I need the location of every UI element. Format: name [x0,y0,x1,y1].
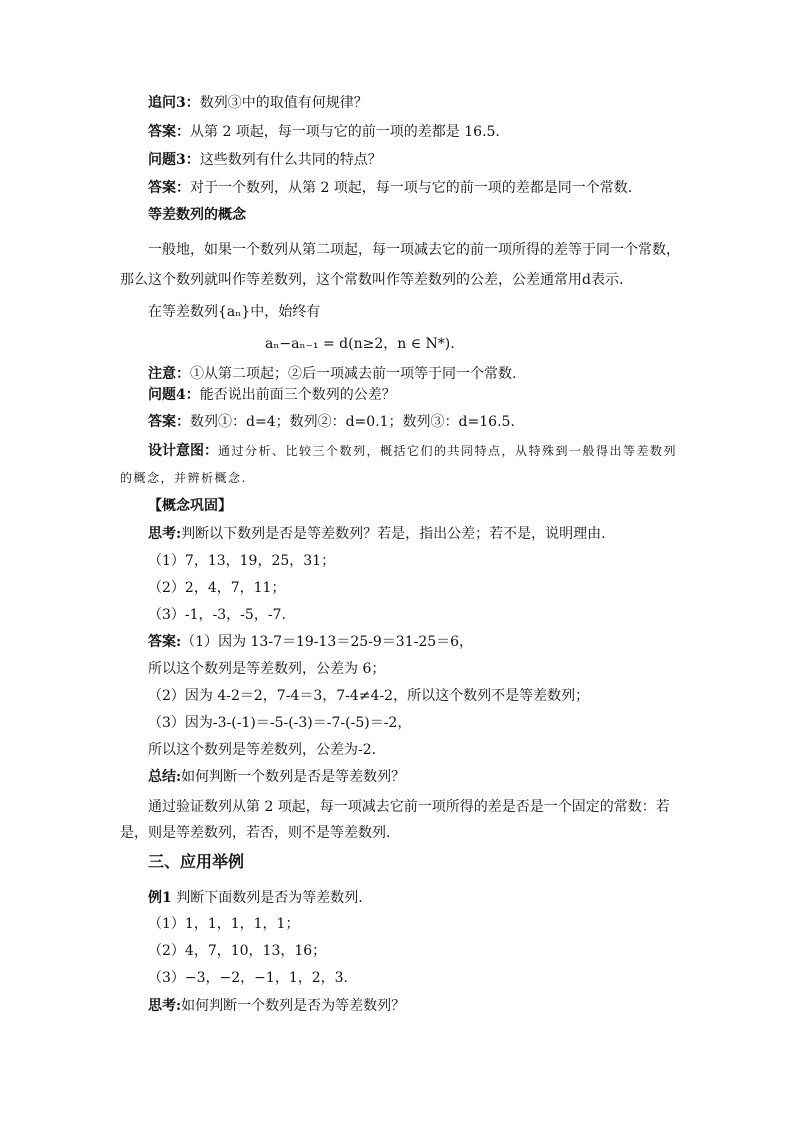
think-label: 思考: [148,526,182,542]
question-3-label: 问题3： [148,152,200,168]
answer-text: 对于一个数列，从第 2 项起，每一项与它的前一项的差都是同一个常数. [190,180,633,196]
answer-text: 数列①：d=4；数列②：d=0.1；数列③：d=16.5. [190,414,515,430]
example-1 [148,888,694,908]
answer-label: 答案： [148,124,190,140]
think-item-2: （2）2，4，7，11； [148,580,286,596]
question-4 [148,385,694,405]
design-text-1: 通过分析、比较三个数列，概括它们的共同特点，从特殊到一般得出等差数列 [218,444,678,458]
answer-line-1: 所以这个数列是等差数列，公差为 6； [148,661,386,677]
example-item-2: （2）4，7，10，13，16； [148,943,327,959]
question-4-text: 能否说出前面三个数列的公差？ [199,387,396,403]
answer-text: 从第 2 项起，每一项与它的前一项的差都是 16.5. [190,124,500,140]
question-3-text: 这些数列有什么共同的特点？ [199,152,382,168]
think-text: 判断以下数列是否是等差数列？若是，指出公差；若不是，说明理由. [181,526,606,542]
answer-line-3: （3）因为-3-(-1)＝-5-(-3)＝-7-(-5)＝-2， [148,715,412,731]
summary-line-2: 是，则是等差数列，若否，则不是等差数列. [120,825,391,841]
think-2-label: 思考: [148,998,182,1014]
answer-think [148,632,694,652]
summary-text: 如何判断一个数列是否是等差数列？ [181,769,406,785]
followup-3-label: 追问3： [148,95,200,111]
consolidate-heading: 【概念巩固】 [148,498,232,514]
think-question [148,524,694,544]
design-label: 设计意图： [148,443,218,459]
think-2 [148,996,694,1016]
followup-3 [148,93,694,113]
note-label: 注意： [148,366,190,382]
summary [148,767,694,787]
definition-line-1: 一般地，如果一个数列从第二项起，每一项减去它的前一项所得的差等于同一个常数， [148,242,680,258]
note-text: ①从第二项起；②后一项减去前一项等于同一个常数. [190,366,517,382]
question-4-label: 问题4： [148,387,200,403]
concept-heading: 等差数列的概念 [148,207,246,223]
answer-label: 答案： [148,414,190,430]
difference-formula: aₙ−aₙ₋₁ = d(n≥2，n ∈ N*). [265,336,455,352]
section-3-heading: 三、应用举例 [148,852,245,871]
note [148,364,694,384]
example-1-text: 判断下面数列是否为等差数列. [171,890,363,906]
think-item-1: （1）7，13，19，25，31； [148,553,336,569]
in-sequence-text: 在等差数列{aₙ}中，始终有 [148,304,321,320]
answer-text: （1）因为 13-7＝19-13＝25-9＝31-25＝6， [181,634,474,650]
design-text-2: 的概念，并辨析概念. [120,471,247,485]
answer-followup-3 [148,122,694,142]
example-1-label: 例1 [148,890,172,906]
answer-line-4: 所以这个数列是等差数列，公差为-2. [148,742,377,758]
question-3 [148,150,694,170]
think-2-text: 如何判断一个数列是否为等差数列？ [181,998,406,1014]
definition-line-2: 那么这个数列就叫作等差数列，这个常数叫作等差数列的公差，公差通常用d表示. [120,272,624,288]
design-intent [148,441,694,461]
example-item-3: （3）−3，−2，−1，1，2，3. [148,970,348,986]
example-item-1: （1）1，1，1，1，1； [148,916,300,932]
followup-3-text: 数列③中的取值有何规律？ [199,95,368,111]
answer-label: 答案： [148,180,190,196]
answer-label: 答案: [148,634,182,650]
answer-line-2: （2）因为 4-2＝2，7-4＝3，7-4≠4-2，所以这个数列不是等差数列； [148,688,590,704]
summary-label: 总结: [148,769,182,785]
answer-question-4 [148,412,694,432]
answer-question-3 [148,178,694,198]
summary-line-1: 通过验证数列从第 2 项起，每一项减去它前一项所得的差是否是一个固定的常数：若 [148,799,670,815]
think-item-3: （3）-1，-3，-5，-7. [148,607,286,623]
